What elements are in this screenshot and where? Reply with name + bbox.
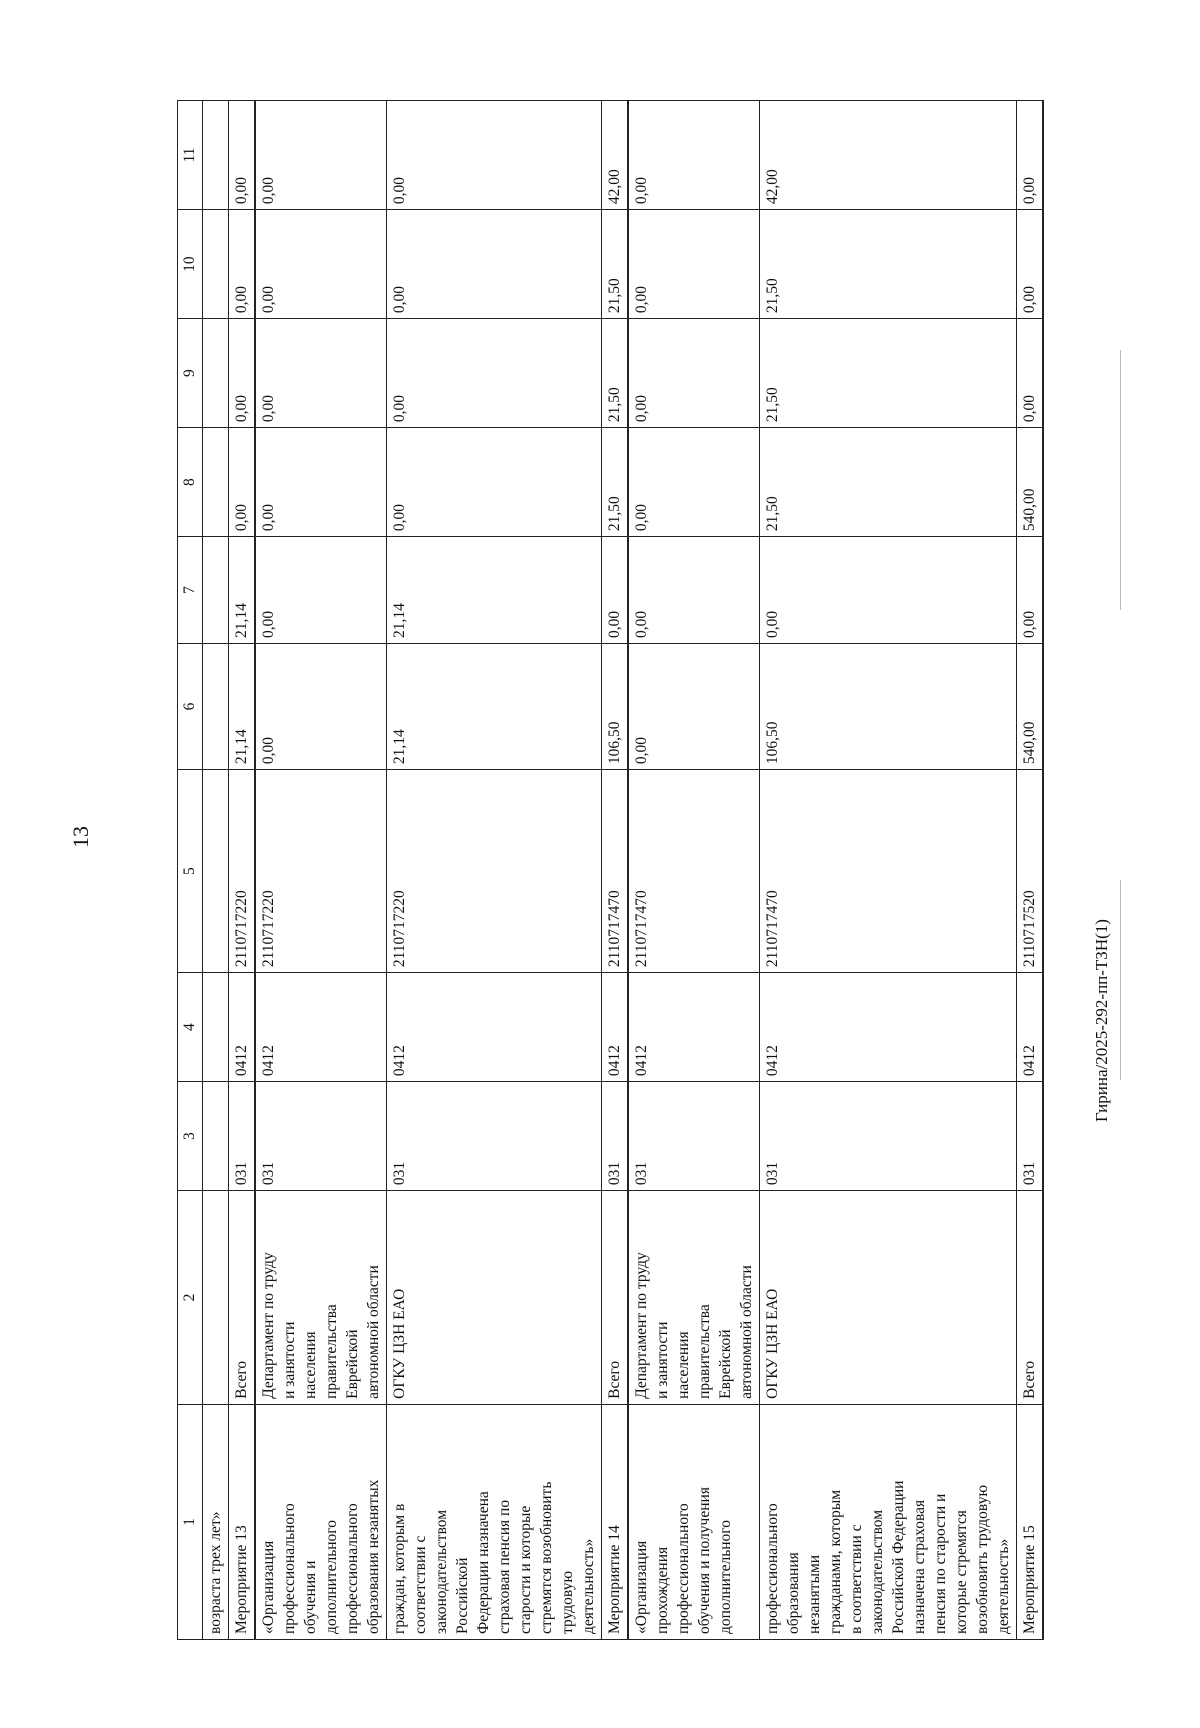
- cell-value: 21,14: [387, 537, 602, 644]
- cell-executor: Всего: [1017, 1191, 1044, 1405]
- cell-value: 0,00: [628, 643, 760, 769]
- table-row: [229, 101, 256, 1640]
- cell-value: [203, 101, 229, 210]
- cell-measure: граждан, которым в соответствии с законодательством Российской Федерации назначена страховая пенсия по старости и которые стремятся возобновить трудовую деятельность»: [387, 1404, 602, 1639]
- cell-value: 540,00: [1017, 428, 1044, 537]
- table-row: [203, 101, 229, 1640]
- cell-value: 031: [628, 1082, 760, 1191]
- table-row: [387, 101, 602, 1640]
- cell-value: 0412: [255, 973, 387, 1082]
- cell-value: 2110717470: [628, 770, 760, 973]
- cell-value: 2110717220: [255, 770, 387, 973]
- col-header: 5: [178, 770, 203, 973]
- budget-table-rotated: [177, 100, 1072, 1640]
- table-row: [1017, 101, 1044, 1640]
- cell-value: 21,14: [229, 537, 256, 644]
- col-header: 7: [178, 537, 203, 644]
- col-header: 1: [178, 1404, 203, 1639]
- cell-value: 0,00: [387, 101, 602, 210]
- cell-value: 0,00: [229, 319, 256, 428]
- cell-value: 0,00: [229, 101, 256, 210]
- cell-value: 2110717470: [760, 770, 1017, 973]
- page-number: 13: [68, 826, 93, 848]
- col-header: 2: [178, 1191, 203, 1405]
- col-header: 3: [178, 1082, 203, 1191]
- cell-executor: ОГКУ ЦЗН ЕАО: [387, 1191, 602, 1405]
- cell-value: [203, 973, 229, 1082]
- cell-measure: возраста трех лет»: [203, 1404, 229, 1639]
- cell-executor: Департамент по труду и занятости населения правительства Еврейской автономной области: [255, 1191, 387, 1405]
- cell-value: [203, 319, 229, 428]
- col-header: 4: [178, 973, 203, 1082]
- cell-value: 0,00: [628, 537, 760, 644]
- budget-table: [177, 100, 1044, 1640]
- table-row: [760, 101, 1017, 1640]
- cell-value: 0,00: [255, 101, 387, 210]
- col-header: 11: [178, 101, 203, 210]
- cell-value: 031: [760, 1082, 1017, 1191]
- cell-value: 0412: [602, 973, 629, 1082]
- cell-measure: Мероприятие 13: [229, 1404, 256, 1639]
- cell-value: 0,00: [760, 537, 1017, 644]
- cell-value: 031: [229, 1082, 256, 1191]
- cell-value: 0,00: [628, 210, 760, 319]
- cell-value: 21,50: [760, 428, 1017, 537]
- cell-value: 2110717220: [229, 770, 256, 973]
- cell-value: 031: [1017, 1082, 1044, 1191]
- cell-value: 21,50: [760, 319, 1017, 428]
- cell-value: [203, 428, 229, 537]
- cell-value: 21,50: [760, 210, 1017, 319]
- cell-value: 0412: [387, 973, 602, 1082]
- cell-executor: Всего: [602, 1191, 629, 1405]
- cell-value: 42,00: [602, 101, 629, 210]
- col-header: 10: [178, 210, 203, 319]
- cell-value: 0,00: [255, 428, 387, 537]
- cell-value: 21,50: [602, 428, 629, 537]
- cell-value: 21,14: [387, 643, 602, 769]
- cell-value: 0,00: [1017, 210, 1044, 319]
- cell-value: 0,00: [255, 537, 387, 644]
- cell-value: 0,00: [628, 428, 760, 537]
- cell-value: 2110717470: [602, 770, 629, 973]
- cell-value: 0,00: [1017, 537, 1044, 644]
- cell-value: 0,00: [255, 319, 387, 428]
- cell-executor: Всего: [229, 1191, 256, 1405]
- cell-executor: Департамент по труду и занятости населения правительства Еврейской автономной области: [628, 1191, 760, 1405]
- cell-value: 540,00: [1017, 643, 1044, 769]
- cell-value: 031: [602, 1082, 629, 1191]
- col-header: 6: [178, 643, 203, 769]
- cell-value: 0,00: [255, 210, 387, 319]
- cell-value: 031: [255, 1082, 387, 1191]
- cell-value: 0,00: [255, 643, 387, 769]
- cell-executor: ОГКУ ЦЗН ЕАО: [760, 1191, 1017, 1405]
- cell-value: [203, 1082, 229, 1191]
- cell-value: 42,00: [760, 101, 1017, 210]
- cell-value: 2110717520: [1017, 770, 1044, 973]
- cell-value: 0412: [760, 973, 1017, 1082]
- cell-value: [203, 210, 229, 319]
- cell-value: [203, 537, 229, 644]
- table-row: [628, 101, 760, 1640]
- cell-value: 0412: [229, 973, 256, 1082]
- cell-value: 0,00: [229, 210, 256, 319]
- cell-value: 21,14: [229, 643, 256, 769]
- cell-value: 0412: [628, 973, 760, 1082]
- cell-value: 0,00: [1017, 101, 1044, 210]
- scan-margin-line: [1120, 350, 1121, 610]
- cell-measure: Мероприятие 14: [602, 1404, 629, 1639]
- cell-value: 106,50: [760, 643, 1017, 769]
- cell-measure: «Организация прохождения профессионального обучения и получения дополнительного: [628, 1404, 760, 1639]
- scan-margin-line: [1120, 880, 1121, 1080]
- cell-value: 2110717220: [387, 770, 602, 973]
- cell-value: 21,50: [602, 319, 629, 428]
- cell-value: 0,00: [628, 319, 760, 428]
- cell-value: 0,00: [229, 428, 256, 537]
- cell-value: 0,00: [387, 210, 602, 319]
- col-header: 9: [178, 319, 203, 428]
- cell-value: 0,00: [1017, 319, 1044, 428]
- cell-value: 0412: [1017, 973, 1044, 1082]
- cell-value: 21,50: [602, 210, 629, 319]
- table-row: [255, 101, 387, 1640]
- cell-value: 0,00: [628, 101, 760, 210]
- cell-value: 0,00: [387, 319, 602, 428]
- cell-measure: Мероприятие 15: [1017, 1404, 1044, 1639]
- cell-value: 0,00: [387, 428, 602, 537]
- header-row: [178, 101, 203, 1640]
- cell-measure: «Организация профессионального обучения и дополнительного профессионального образования незанятых: [255, 1404, 387, 1639]
- cell-executor: [203, 1191, 229, 1405]
- cell-value: [203, 770, 229, 973]
- col-header: 8: [178, 428, 203, 537]
- cell-value: 106,50: [602, 643, 629, 769]
- cell-measure: профессионального образования незанятыми гражданами, которым в соответствии с законодательством Российской Федерации назначена страховая пенсия по старости и которые стремятся возобновить трудовую деятельность»: [760, 1404, 1017, 1639]
- cell-value: 031: [387, 1082, 602, 1191]
- table-row: [602, 101, 629, 1640]
- cell-value: 0,00: [602, 537, 629, 644]
- document-footer-code: Гирина/2025-292-пп-ТЗН(1): [1092, 919, 1111, 1122]
- cell-value: [203, 643, 229, 769]
